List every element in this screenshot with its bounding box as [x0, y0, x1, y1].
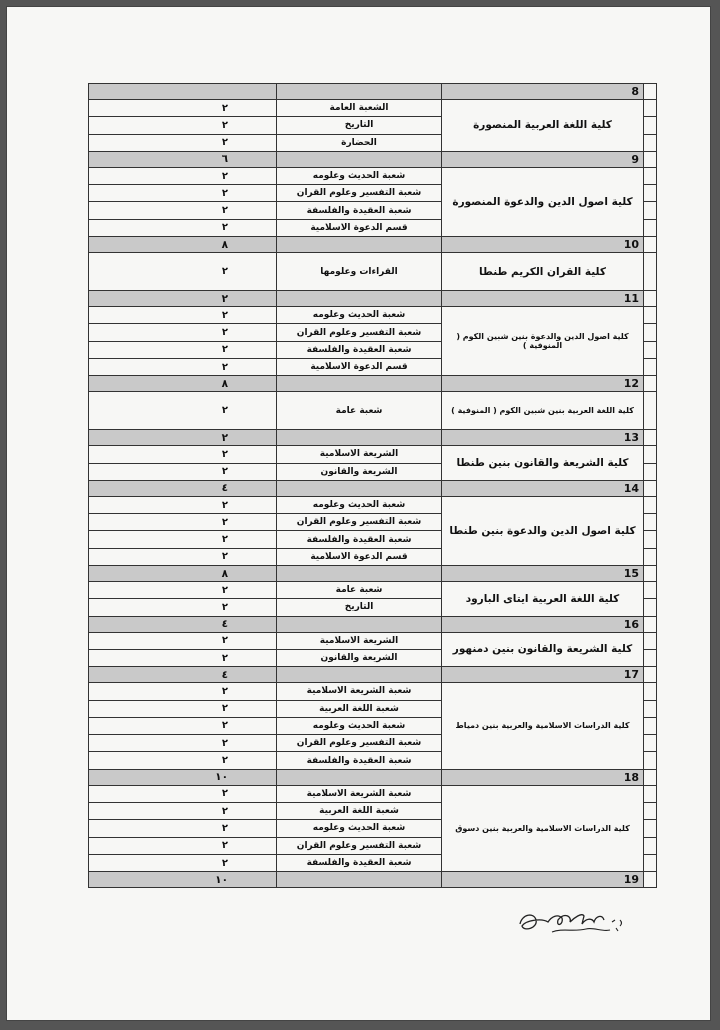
margin-cell	[644, 202, 657, 219]
margin-cell	[644, 152, 657, 168]
margin-cell	[644, 531, 657, 548]
department-cell: التاريخ	[277, 599, 442, 616]
faculty-name-cell: كلية الشريعة والقانون بنين طنطا	[442, 446, 644, 481]
signature	[512, 902, 632, 944]
empty-cell	[277, 481, 442, 497]
department-cell: قسم الدعوة الاسلامية	[277, 549, 442, 566]
empty-cell	[277, 430, 442, 446]
department-cell: شعبة العقيدة والفلسفة	[277, 342, 442, 359]
department-cell: الشريعة الاسلامية	[277, 446, 442, 463]
document-page	[7, 7, 710, 1020]
department-cell: قسم الدعوة الاسلامية	[277, 359, 442, 376]
count-cell: ٢	[89, 168, 277, 185]
empty-cell	[277, 376, 442, 392]
empty-cell	[277, 566, 442, 582]
section-number-cell: 9	[442, 152, 644, 168]
faculty-name-cell: كلية القران الكريم طنطا	[442, 253, 644, 291]
empty-cell	[277, 770, 442, 786]
count-cell: ٢	[89, 582, 277, 599]
margin-cell	[644, 446, 657, 463]
faculty-name-cell: كلية اللغة العربية بنين شبين الكوم ( المنوفية )	[442, 392, 644, 430]
data-table	[88, 83, 657, 888]
margin-cell	[644, 838, 657, 855]
faculty-name-cell: كلية اصول الدين والدعوة بنين طنطا	[442, 497, 644, 566]
margin-cell	[644, 752, 657, 769]
department-cell: شعبة الحديث وعلومه	[277, 718, 442, 735]
margin-cell	[644, 650, 657, 667]
department-cell: شعبة الحديث وعلومه	[277, 168, 442, 185]
department-cell: شعبة الشريعة الاسلامية	[277, 786, 442, 803]
margin-cell	[644, 220, 657, 237]
margin-cell	[644, 549, 657, 566]
margin-cell	[644, 481, 657, 497]
count-cell: ٢	[89, 514, 277, 531]
count-cell: ٢	[89, 202, 277, 219]
count-cell: ٢	[89, 342, 277, 359]
faculty-name-cell: كلية اصول الدين والدعوة المنصورة	[442, 168, 644, 237]
count-cell: ٢	[89, 838, 277, 855]
department-cell: شعبة التفسير وعلوم القران	[277, 735, 442, 752]
margin-cell	[644, 84, 657, 100]
faculty-name-cell: كلية الدراسات الاسلامية والعربية بنين دسوق	[442, 786, 644, 872]
section-number-cell: 15	[442, 566, 644, 582]
count-cell: ٢	[89, 220, 277, 237]
margin-cell	[644, 100, 657, 117]
count-cell: ٢	[89, 324, 277, 341]
faculty-name-cell: كلية اللغة العربية ايتاى البارود	[442, 582, 644, 617]
count-cell: ٢	[89, 497, 277, 514]
department-cell: شعبة العقيدة والفلسفة	[277, 752, 442, 769]
count-cell: ٢	[89, 549, 277, 566]
count-cell: ٢	[89, 820, 277, 837]
section-count-cell: ١٠	[89, 770, 277, 786]
section-count-cell: ٢	[89, 291, 277, 307]
margin-cell	[644, 667, 657, 683]
department-cell: شعبة العقيدة والفلسفة	[277, 531, 442, 548]
margin-cell	[644, 342, 657, 359]
margin-cell	[644, 872, 657, 888]
empty-cell	[277, 84, 442, 100]
margin-cell	[644, 582, 657, 599]
count-cell: ٢	[89, 100, 277, 117]
section-number-cell: 12	[442, 376, 644, 392]
department-cell: قسم الدعوة الاسلامية	[277, 220, 442, 237]
faculty-name-cell: كلية اصول الدين والدعوة بنين شبين الكوم ( المنوفية )	[442, 307, 644, 376]
department-cell: الحضارة	[277, 135, 442, 152]
section-number-cell: 14	[442, 481, 644, 497]
section-count-cell: ٤	[89, 481, 277, 497]
department-cell: الشريعة الاسلامية	[277, 633, 442, 650]
count-cell: ٢	[89, 531, 277, 548]
margin-cell	[644, 683, 657, 700]
count-cell: ٢	[89, 446, 277, 463]
department-cell: شعبة التفسير وعلوم القران	[277, 514, 442, 531]
margin-cell	[644, 324, 657, 341]
department-cell: الشريعة والقانون	[277, 464, 442, 481]
count-cell: ٢	[89, 786, 277, 803]
margin-cell	[644, 135, 657, 152]
count-cell: ٢	[89, 752, 277, 769]
section-number-cell: 17	[442, 667, 644, 683]
count-cell: ٢	[89, 117, 277, 134]
count-cell: ٢	[89, 307, 277, 324]
department-cell: شعبة التفسير وعلوم القران	[277, 324, 442, 341]
count-cell: ٢	[89, 683, 277, 700]
section-number-cell: 18	[442, 770, 644, 786]
count-cell: ٢	[89, 185, 277, 202]
margin-cell	[644, 803, 657, 820]
margin-cell	[644, 633, 657, 650]
department-cell: شعبة اللغة العربية	[277, 701, 442, 718]
margin-cell	[644, 497, 657, 514]
count-cell: ٢	[89, 392, 277, 430]
margin-cell	[644, 770, 657, 786]
margin-cell	[644, 253, 657, 291]
section-number-cell: 8	[442, 84, 644, 100]
department-cell: شعبة اللغة العربية	[277, 803, 442, 820]
margin-cell	[644, 237, 657, 253]
empty-cell	[277, 617, 442, 633]
margin-cell	[644, 599, 657, 616]
count-cell: ٢	[89, 599, 277, 616]
margin-cell	[644, 430, 657, 446]
count-cell: ٢	[89, 735, 277, 752]
empty-cell	[277, 667, 442, 683]
section-count-cell: ٦	[89, 152, 277, 168]
margin-cell	[644, 185, 657, 202]
margin-cell	[644, 855, 657, 872]
margin-cell	[644, 307, 657, 324]
department-cell: شعبة الشريعة الاسلامية	[277, 683, 442, 700]
department-cell: شعبة العقيدة والفلسفة	[277, 855, 442, 872]
count-cell: ٢	[89, 718, 277, 735]
margin-cell	[644, 392, 657, 430]
count-cell: ٢	[89, 650, 277, 667]
empty-cell	[277, 291, 442, 307]
department-cell: شعبة الحديث وعلومه	[277, 307, 442, 324]
section-count-cell: ٤	[89, 667, 277, 683]
margin-cell	[644, 514, 657, 531]
count-cell: ٢	[89, 464, 277, 481]
faculty-name-cell: كلية الشريعة والقانون بنين دمنهور	[442, 633, 644, 668]
section-count-cell: ٨	[89, 237, 277, 253]
department-cell: شعبة عامة	[277, 582, 442, 599]
margin-cell	[644, 786, 657, 803]
department-cell: التاريخ	[277, 117, 442, 134]
margin-cell	[644, 376, 657, 392]
department-cell: شعبة الحديث وعلومه	[277, 820, 442, 837]
count-cell: ٢	[89, 253, 277, 291]
count-cell: ٢	[89, 855, 277, 872]
section-number-cell: 19	[442, 872, 644, 888]
department-cell: شعبة التفسير وعلوم القران	[277, 185, 442, 202]
department-cell: شعبة عامة	[277, 392, 442, 430]
section-count-cell: ١٠	[89, 872, 277, 888]
margin-cell	[644, 617, 657, 633]
margin-cell	[644, 117, 657, 134]
department-cell: شعبة الحديث وعلومه	[277, 497, 442, 514]
empty-cell	[277, 237, 442, 253]
margin-cell	[644, 701, 657, 718]
count-cell: ٢	[89, 633, 277, 650]
department-cell: شعبة التفسير وعلوم القران	[277, 838, 442, 855]
faculty-name-cell: كلية الدراسات الاسلامية والعربية بنين دمياط	[442, 683, 644, 769]
section-number-cell: 13	[442, 430, 644, 446]
count-cell: ٢	[89, 359, 277, 376]
section-count-cell: ٨	[89, 566, 277, 582]
empty-cell	[277, 152, 442, 168]
department-cell: شعبة العقيدة والفلسفة	[277, 202, 442, 219]
section-count-cell: ٨	[89, 376, 277, 392]
department-cell: الشريعة والقانون	[277, 650, 442, 667]
section-count-cell: ٤	[89, 617, 277, 633]
count-cell: ٢	[89, 701, 277, 718]
margin-cell	[644, 820, 657, 837]
department-cell: الشعبة العامة	[277, 100, 442, 117]
department-cell: القراءات وعلومها	[277, 253, 442, 291]
section-number-cell: 16	[442, 617, 644, 633]
margin-cell	[644, 464, 657, 481]
empty-cell	[89, 84, 277, 100]
section-number-cell: 10	[442, 237, 644, 253]
empty-cell	[277, 872, 442, 888]
margin-cell	[644, 359, 657, 376]
margin-cell	[644, 566, 657, 582]
section-count-cell: ٢	[89, 430, 277, 446]
faculty-name-cell: كلية اللغة العربية المنصورة	[442, 100, 644, 152]
margin-cell	[644, 735, 657, 752]
margin-cell	[644, 718, 657, 735]
margin-cell	[644, 291, 657, 307]
margin-cell	[644, 168, 657, 185]
section-number-cell: 11	[442, 291, 644, 307]
count-cell: ٢	[89, 803, 277, 820]
count-cell: ٢	[89, 135, 277, 152]
